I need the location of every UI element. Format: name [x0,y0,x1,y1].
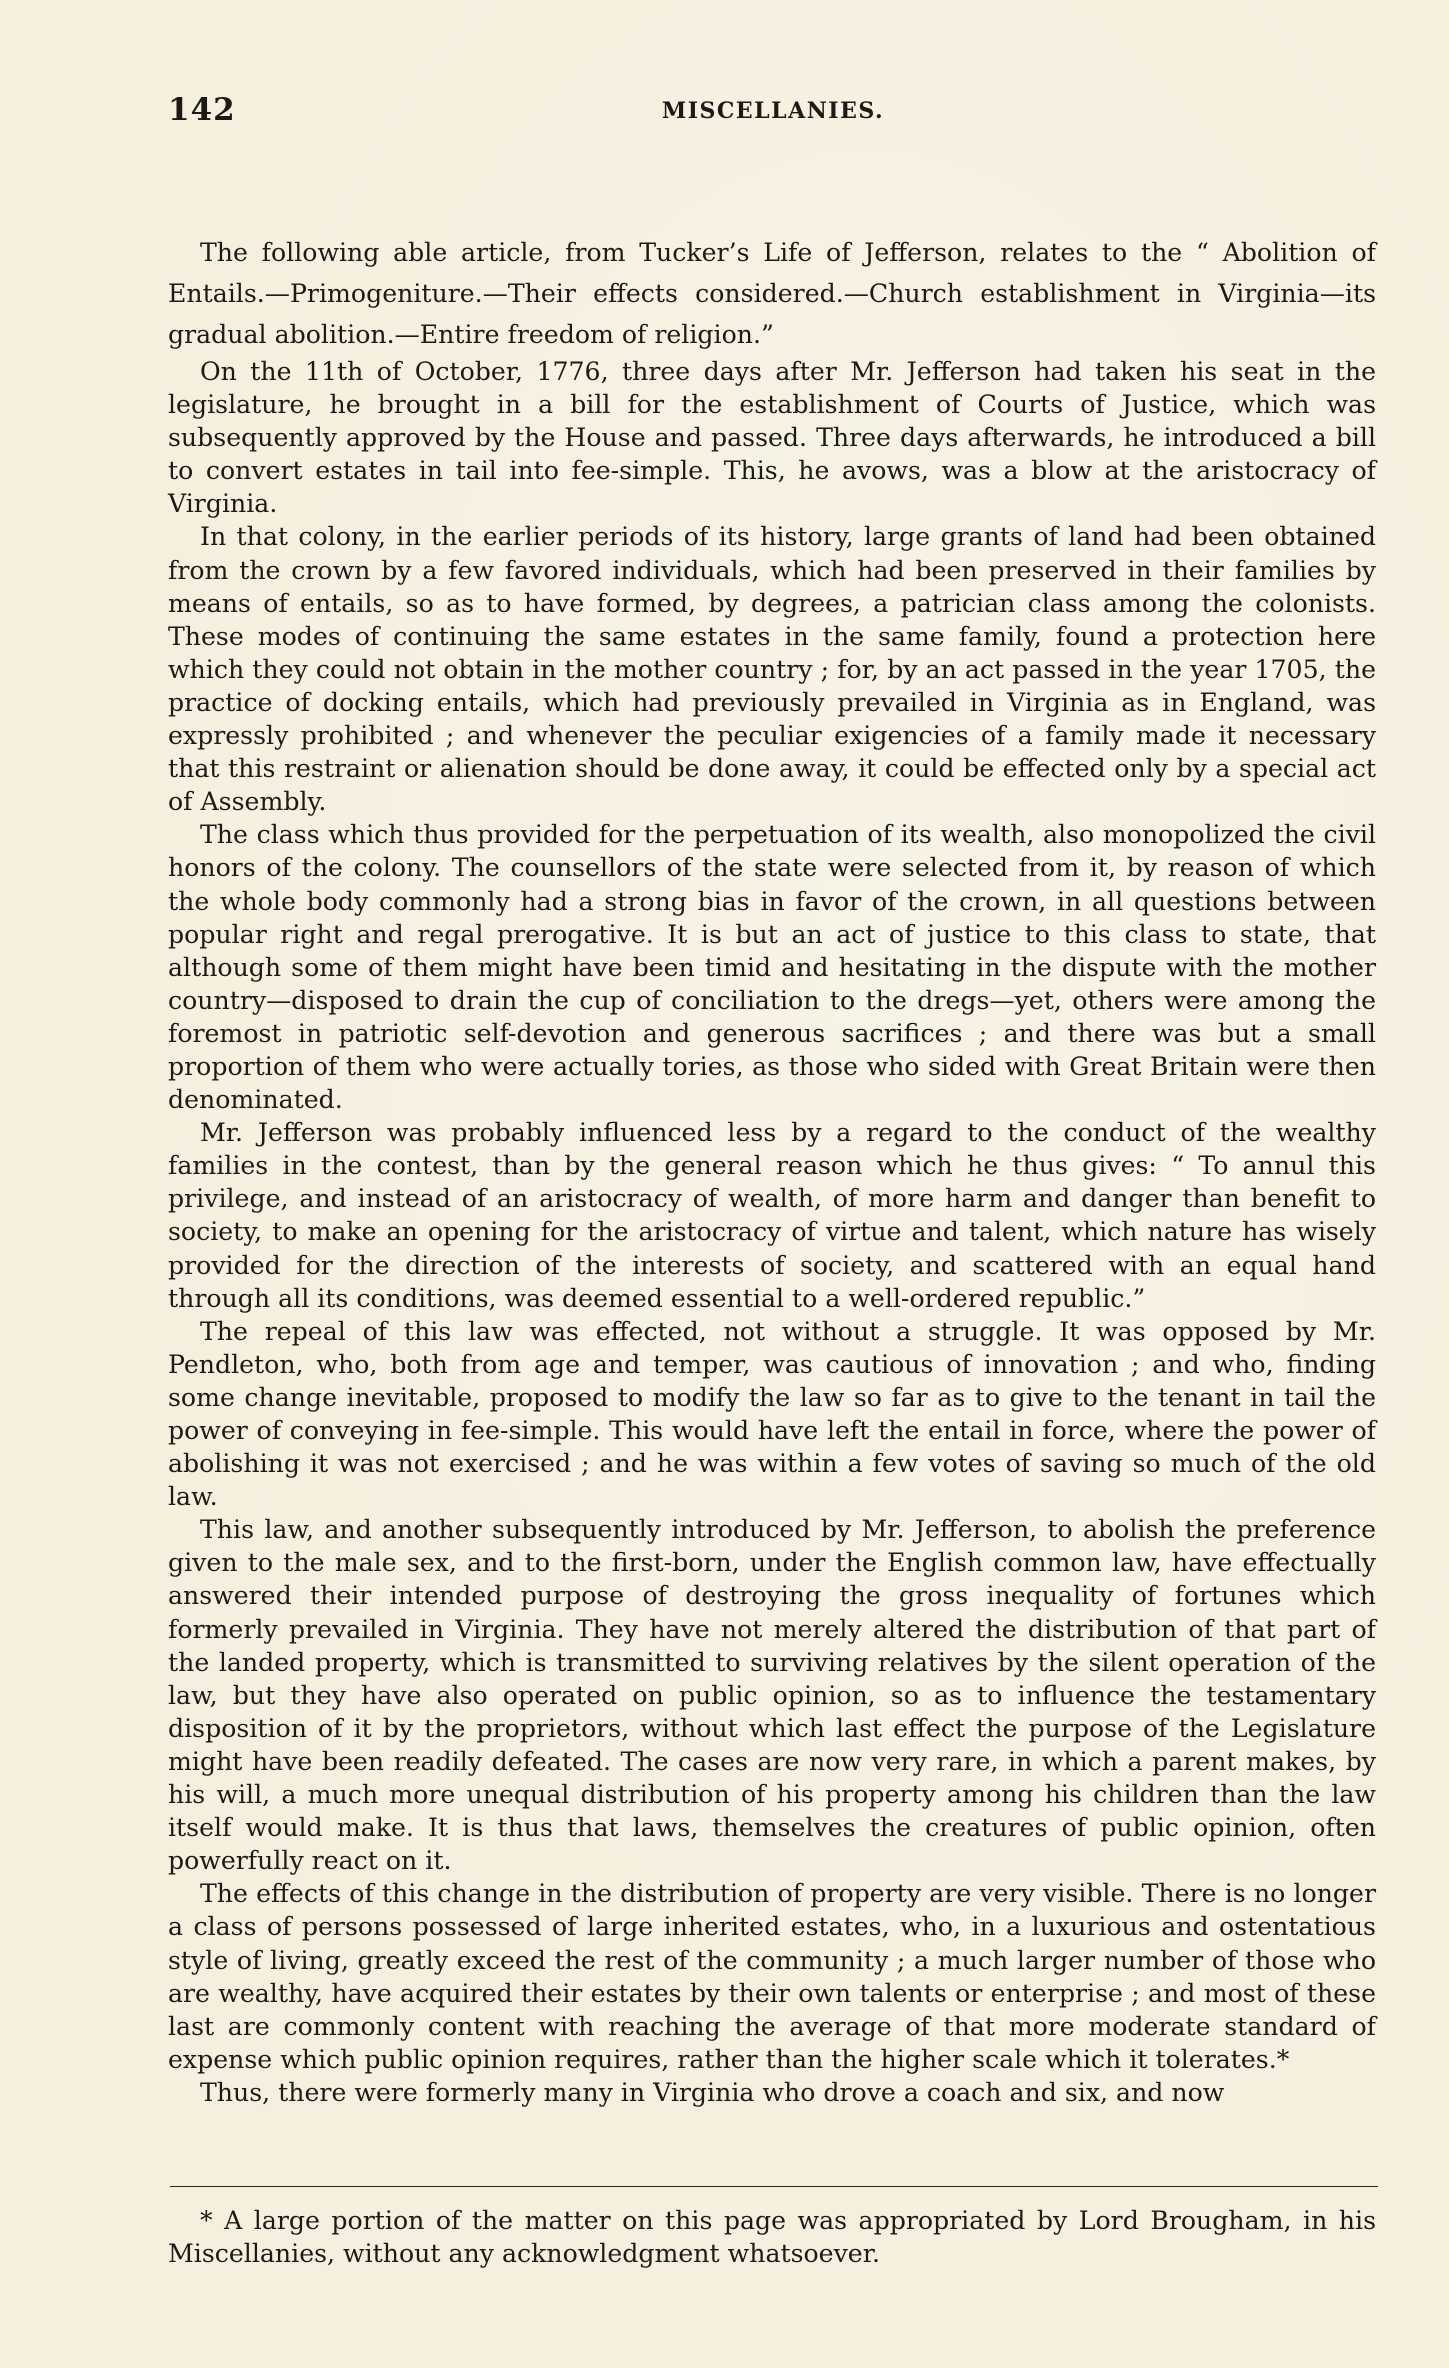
footnote-text: * A large portion of the matter on this page was appropriated by Lord Brougham, in his Miscellanies, without any acknowledgment whatsoever. [168,2206,1376,2268]
page-header [168,92,1378,132]
paragraph: The effects of this change in the distribution of property are very visible. There is no longer a class of persons possessed of large inherited estates, who, in a luxurious and ostentatious style of living, greatly exceed the rest of the community ; a much larger number of those who are wealthy, have acquired their estates by their own talents or enterprise ; and most of these last are commonly content with reaching the average of that more moderate standard of expense which public opinion requires, rather than the higher scale which it tolerates.* [168,1879,1376,2074]
page-number: 142 [168,92,236,128]
article-body [168,232,1376,2109]
running-head: MISCELLANIES. [661,98,885,124]
paragraph: The class which thus provided for the perpetuation of its wealth, also monopolized the civil honors of the colony. The counsellors of the state were selected from it, by reason of which the whole body commonly had a strong bias in favor of the crown, in all questions between popular right and regal prerogative. It is but an act of justice to this class to state, that although some of them might have been timid and hesitating in the dispute with the mother country—disposed to drain the cup of conciliation to the dregs—yet, others were among the foremost in patriotic self-devotion and generous sacrifices ; and there was but a small proportion of them who were actually tories, as those who sided with Great Britain were then denominated. [168,820,1376,1115]
paragraph: On the 11th of October, 1776, three days after Mr. Jefferson had taken his seat in the legislature, he brought in a bill for the establishment of Courts of Justice, which was subsequently approved by the House and passed. Three days afterwards, he introduced a bill to convert estates in tail into fee-simple. This, he avows, was a blow at the aristocracy of Virginia. [168,357,1376,519]
paragraph: In that colony, in the earlier periods of its history, large grants of land had been obtained from the crown by a few favored individuals, which had been preserved in their families by means of entails, so as to have formed, by degrees, a patrician class among the colonists. These modes of continuing the same estates in the same family, found a protection here which they could not obtain in the mother country ; for, by an act passed in the year 1705, the practice of docking entails, which had previously prevailed in Virginia as in England, was expressly prohibited ; and whenever the peculiar exigencies of a family made it necessary that this restraint or alienation should be done away, it could be effected only by a special act of Assembly. [168,522,1376,817]
footnote-divider [170,2186,1378,2187]
footnote [168,2204,1376,2270]
paragraph: This law, and another subsequently introduced by Mr. Jefferson, to abolish the preference given to the male sex, and to the first-born, under the English common law, have effectually answered their intended purpose of destroying the gross inequality of fortunes which formerly prevailed in Virginia. They have not merely altered the distribution of that part of the landed property, which is transmitted to surviving relatives by the silent operation of the law, but they have also operated on public opinion, so as to influence the testamentary disposition of it by the proprietors, without which last effect the purpose of the Legislature might have been readily defeated. The cases are now very rare, in which a parent makes, by his will, a much more unequal distribution of his property among his children than the law itself would make. It is thus that laws, themselves the creatures of public opinion, often powerfully react on it. [168,1515,1376,1876]
paragraph: Mr. Jefferson was probably influenced less by a regard to the conduct of the wealthy families in the contest, than by the general reason which he thus gives: “ To annul this privilege, and instead of an aristocracy of wealth, of more harm and danger than benefit to society, to make an opening for the aristocracy of virtue and talent, which nature has wisely provided for the direction of the interests of society, and scattered with an equal hand through all its conditions, was deemed essential to a well-ordered republic.” [168,1118,1376,1313]
paragraph: The repeal of this law was effected, not without a struggle. It was opposed by Mr. Pendleton, who, both from age and temper, was cautious of innovation ; and who, finding some change inevitable, proposed to modify the law so far as to give to the tenant in tail the power of conveying in fee-simple. This would have left the entail in force, where the power of abolishing it was not exercised ; and he was within a few votes of saving so much of the old law. [168,1316,1376,1512]
paragraph-continued: Thus, there were formerly many in Virginia who drove a coach and six, and now [200,2077,1225,2107]
paragraph-intro: The following able article, from Tucker’s Life of Jefferson, relates to the “ Abolition of Entails.—Primogeniture.—Their effects considered.—Church establishment in Virginia—its gradual abolition.—Entire freedom of religion.” [168,238,1376,349]
